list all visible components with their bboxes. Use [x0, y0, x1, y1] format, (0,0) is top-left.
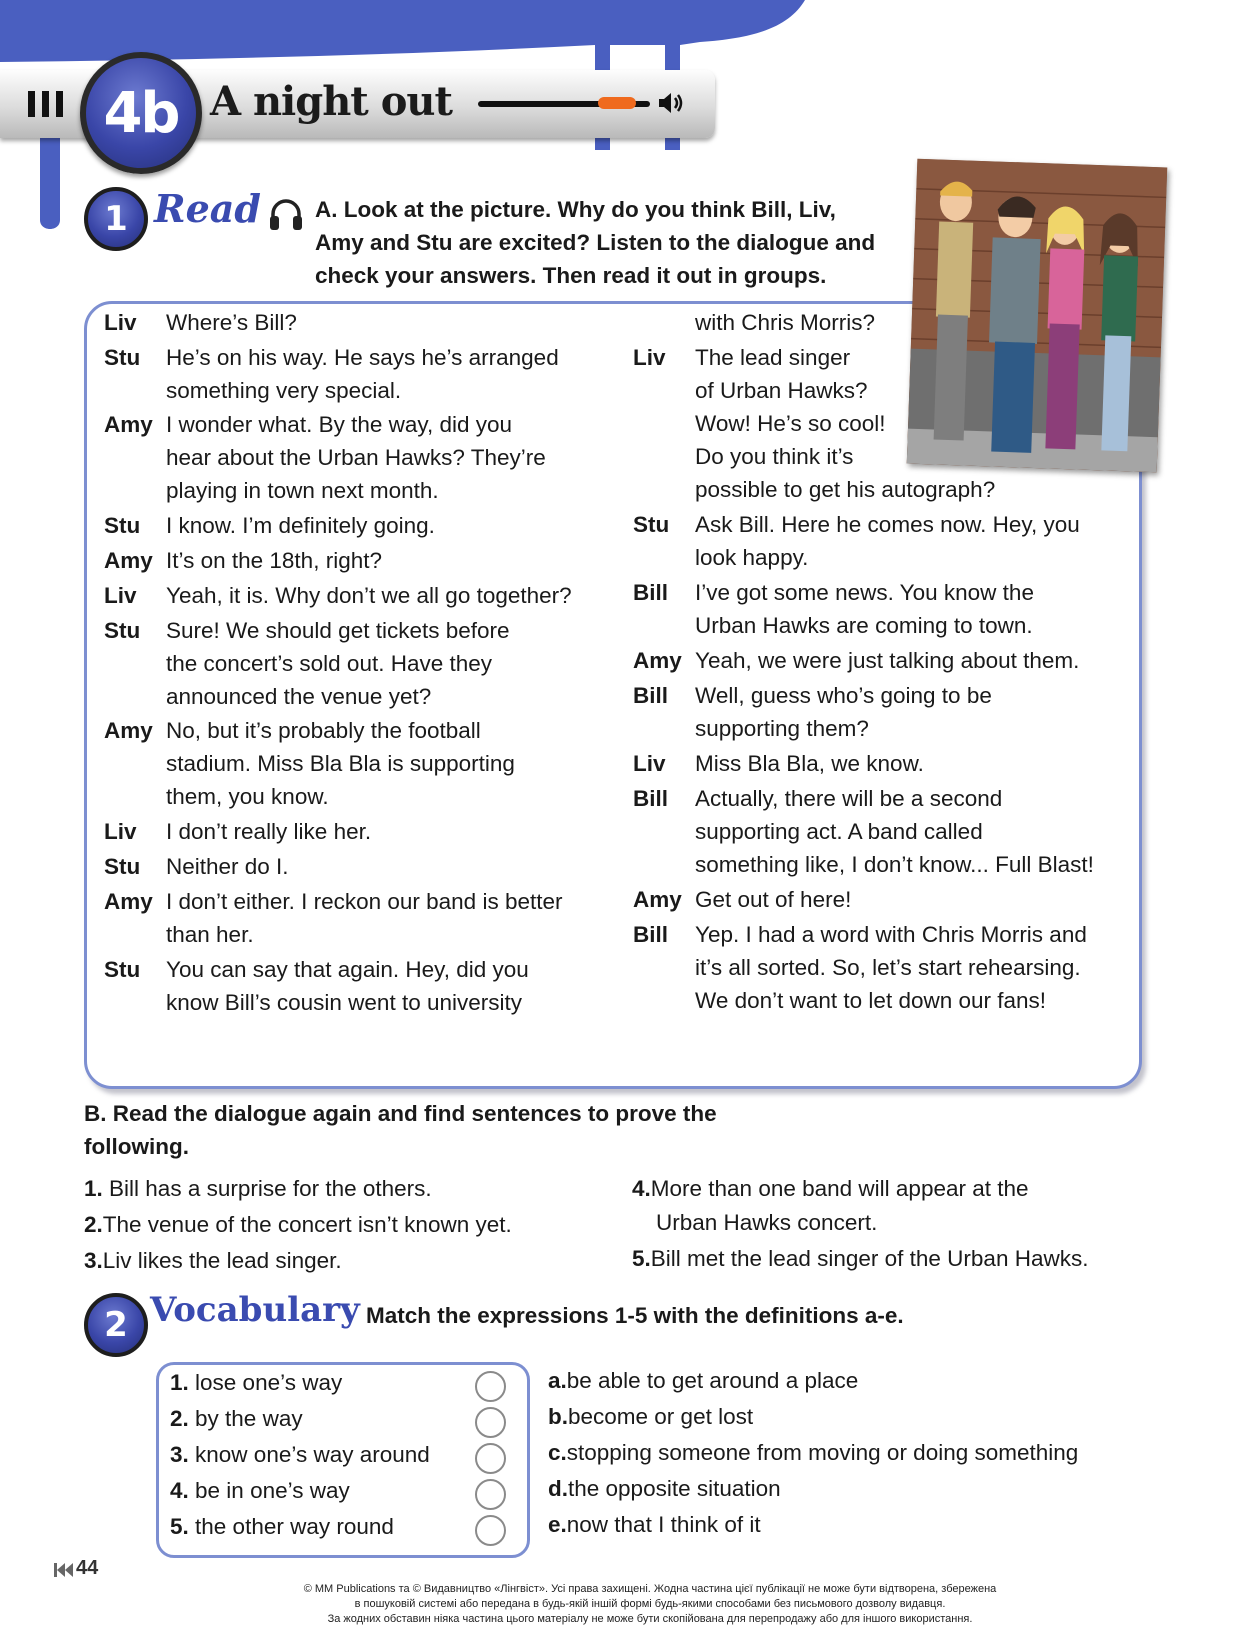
dialogue-line: I don’t either. I reckon our band is better: [166, 889, 563, 914]
lesson-title: A night out: [210, 78, 452, 125]
expression-item: 3. know one’s way around: [170, 1442, 430, 1467]
dialogue-line: stadium. Miss Bla Bla is supporting: [166, 751, 515, 776]
speaker-name: Stu: [104, 618, 141, 643]
dialogue-line: Get out of here!: [695, 887, 852, 912]
speaker-name: Bill: [633, 683, 669, 708]
dialogue-line: Neither do I.: [166, 854, 289, 879]
dialogue-line: Yeah, it is. Why don’t we all go together?: [166, 583, 572, 608]
expression-item: 1. lose one’s way: [170, 1370, 343, 1395]
dialogue-line: He’s on his way. He says he’s arranged: [166, 345, 559, 370]
statement-item: 4.More than one band will appear at the: [632, 1176, 1029, 1201]
unit-badge: 4b: [80, 52, 202, 174]
dialogue-line: supporting them?: [695, 716, 869, 741]
friends-illustration: [907, 159, 1167, 473]
dialogue-line: Urban Hawks are coming to town.: [695, 613, 1033, 638]
speaker-name: Amy: [104, 718, 153, 743]
dialogue-line: look happy.: [695, 545, 809, 570]
dialogue-line: playing in town next month.: [166, 478, 439, 503]
definition-item: a.be able to get around a place: [548, 1368, 859, 1393]
menu-bars-icon: [28, 91, 68, 117]
dialogue-line: hear about the Urban Hawks? They’re: [166, 445, 546, 470]
section-word-vocabulary: Vocabulary: [150, 1290, 360, 1330]
dialogue-line: I know. I’m definitely going.: [166, 513, 435, 538]
drip-decoration: [38, 135, 62, 230]
speaker-name: Bill: [633, 580, 669, 605]
dialogue-line: Yep. I had a word with Chris Morris and: [695, 922, 1087, 947]
statement-item: 3.Liv likes the lead singer.: [84, 1248, 342, 1273]
speaker-name: Bill: [633, 786, 669, 811]
dialogue-line: possible to get his autograph?: [695, 477, 996, 502]
dialogue-line: than her.: [166, 922, 254, 947]
dialogue-line: know Bill’s cousin went to university: [166, 990, 522, 1015]
dialogue-line: Where’s Bill?: [166, 310, 297, 335]
definition-item: e.now that I think of it: [548, 1512, 761, 1537]
dialogue-line: something very special.: [166, 378, 402, 403]
dialogue-line: I wonder what. By the way, did you: [166, 412, 513, 437]
speaker-name: Liv: [104, 819, 137, 844]
dialogue-line: Wow! He’s so cool!: [695, 411, 886, 436]
copyright-footer: © MM Publications та © Видавництво «Лінгвіст». Усі права захищені. Жодна частина цієї публікації не може бути відтворена, збережена в пошуковій системі або передана в будь-якій іншій формі будь-якими способами без письмового дозволу видавця. За жодних обставин ніяка частина цього матеріалу не може бути скопійована для перепродажу або для іншого використання.: [303, 1583, 997, 1625]
speaker-name: Amy: [104, 412, 153, 437]
speaker-name: Liv: [633, 751, 666, 776]
dialogue-line: Do you think it’s: [695, 444, 854, 469]
speaker-name: Stu: [104, 345, 141, 370]
dialogue-line: the concert’s sold out. Have they: [166, 651, 493, 676]
speaker-name: Liv: [104, 310, 137, 335]
dialogue-line: Yeah, we were just talking about them.: [695, 648, 1080, 673]
dialogue-line: I don’t really like her.: [166, 819, 372, 844]
expression-item: 5. the other way round: [170, 1514, 394, 1539]
page-number: 44: [76, 1557, 99, 1579]
dialogue-line: something like, I don’t know... Full Blast!: [695, 852, 1094, 877]
dialogue-line: You can say that again. Hey, did you: [166, 957, 529, 982]
speaker-name: Amy: [104, 889, 153, 914]
dialogue-line: of Urban Hawks?: [695, 378, 868, 403]
speaker-name: Stu: [633, 512, 670, 537]
answer-circle[interactable]: [475, 1407, 506, 1438]
dialogue-line: Sure! We should get tickets before: [166, 618, 510, 643]
headphones-icon: [268, 196, 304, 232]
dialogue-line: with Chris Morris?: [695, 310, 876, 335]
answer-circle[interactable]: [475, 1371, 506, 1402]
speaker-name: Amy: [633, 648, 682, 673]
section-number-badge: 2: [84, 1293, 148, 1357]
dialogue-line: Well, guess who’s going to be: [695, 683, 992, 708]
speaker-icon[interactable]: [658, 92, 684, 114]
speaker-name: Liv: [104, 583, 137, 608]
dialogue-line: We don’t want to let down our fans!: [695, 988, 1047, 1013]
slider-knob[interactable]: [598, 97, 636, 109]
instruction-b: B. Read the dialogue again and find sentences to prove the following.: [84, 1101, 717, 1159]
definition-item: d.the opposite situation: [548, 1476, 781, 1501]
statement-item: 1. Bill has a surprise for the others.: [84, 1176, 432, 1201]
speaker-name: Liv: [633, 345, 666, 370]
speaker-name: Stu: [104, 854, 141, 879]
expression-item: 2. by the way: [170, 1406, 303, 1431]
speaker-name: Stu: [104, 513, 141, 538]
definition-item: b.become or get lost: [548, 1404, 754, 1429]
expression-item: 4. be in one’s way: [170, 1478, 350, 1503]
dialogue-line: it’s all sorted. So, let’s start rehearsing.: [695, 955, 1081, 980]
answer-circle[interactable]: [475, 1443, 506, 1474]
statement-item: 2.The venue of the concert isn’t known yet.: [84, 1212, 512, 1237]
speaker-name: Amy: [104, 548, 153, 573]
dialogue-line: The lead singer: [695, 345, 851, 370]
dialogue-line: them, you know.: [166, 784, 329, 809]
dialogue-line: It’s on the 18th, right?: [166, 548, 382, 573]
dialogue-line: Miss Bla Bla, we know.: [695, 751, 924, 776]
speaker-name: Bill: [633, 922, 669, 947]
dialogue-line: Actually, there will be a second: [695, 786, 1003, 811]
speaker-name: Stu: [104, 957, 141, 982]
section-number-badge: 1: [84, 187, 148, 251]
answer-circle[interactable]: [475, 1479, 506, 1510]
rewind-icon: [54, 1563, 74, 1577]
statement-item: 5.Bill met the lead singer of the Urban Hawks.: [632, 1246, 1089, 1271]
dialogue-line: No, but it’s probably the football: [166, 718, 481, 743]
dialogue-line: announced the venue yet?: [166, 684, 432, 709]
speaker-name: Amy: [633, 887, 682, 912]
instruction-a: A. Look at the picture. Why do you think Bill, Liv, Amy and Stu are excited? Listen to the dialogue and check your answers. Then read it out in groups.: [315, 197, 876, 288]
dialogue-line: Ask Bill. Here he comes now. Hey, you: [695, 512, 1080, 537]
dialogue-line: I’ve got some news. You know the: [695, 580, 1034, 605]
dialogue-line: supporting act. A band called: [695, 819, 983, 844]
definition-item: c.stopping someone from moving or doing something: [548, 1440, 1079, 1465]
answer-circle[interactable]: [475, 1515, 506, 1546]
vocabulary-instruction: Match the expressions 1-5 with the definitions a-e.: [366, 1303, 904, 1328]
section-word-read: Read: [154, 186, 261, 231]
statement-item-continued: Urban Hawks concert.: [656, 1210, 878, 1235]
